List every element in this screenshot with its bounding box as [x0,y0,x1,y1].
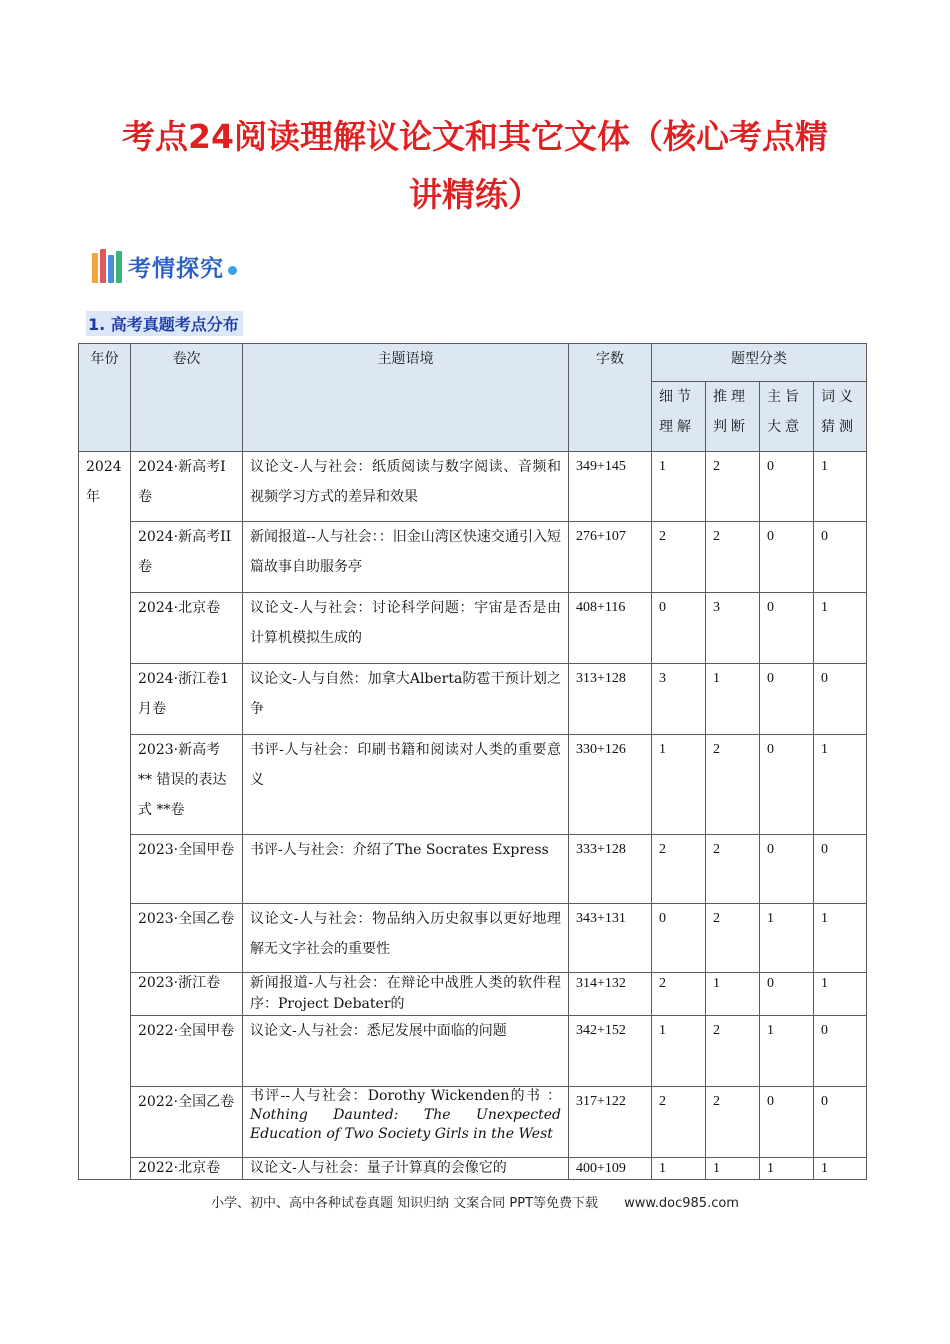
table-row [79,452,867,522]
table-row [79,593,867,664]
header-question-types: 题型分类 [652,344,867,382]
words-cell: 343+131 [569,904,652,973]
table-row [79,835,867,904]
header-words: 字数 [569,344,652,452]
paper-cell: 2023·新高考 ** 错误的表达式 **卷 [131,735,243,835]
detail-count: 2 [652,835,706,904]
topic-text: 书评--人与社会：Dorothy Wickenden的书 ： [250,1088,561,1104]
main-idea-count: 0 [760,1087,814,1158]
banner-dot-icon [228,266,237,275]
topic-cell: 议论文-人与社会：纸质阅读与数字阅读、音频和视频学习方式的差异和效果 [243,452,569,522]
table-row [79,522,867,593]
subheader-detail: 细节理解 [652,382,706,452]
header-paper: 卷次 [131,344,243,452]
word-meaning-count: 0 [814,835,867,904]
books-icon [92,249,122,283]
paper-cell: 2024·浙江卷1月卷 [131,664,243,735]
main-idea-count: 0 [760,522,814,593]
main-idea-count: 0 [760,664,814,735]
word-meaning-count: 1 [814,593,867,664]
inference-count: 1 [706,1158,760,1180]
exam-distribution-table [78,343,867,1180]
words-cell: 317+122 [569,1087,652,1158]
topic-cell: 议论文-人与社会：讨论科学问题：宇宙是否是由计算机模拟生成的 [243,593,569,664]
table-row [79,664,867,735]
paper-cell: 2022·全国乙卷 [131,1087,243,1158]
word-meaning-count: 0 [814,664,867,735]
table-row [79,973,867,1016]
topic-cell: 议论文-人与社会：物品纳入历史叙事以更好地理解无文字社会的重要性 [243,904,569,973]
inference-count: 2 [706,735,760,835]
header-year: 年份 [79,344,131,452]
paper-cell: 2023·全国甲卷 [131,835,243,904]
main-idea-count: 0 [760,735,814,835]
detail-count: 1 [652,735,706,835]
word-meaning-count: 1 [814,973,867,1016]
topic-cell: 议论文-人与自然：加拿大Alberta防雹干预计划之争 [243,664,569,735]
word-meaning-count: 0 [814,522,867,593]
year-cell: 2024年 [79,452,131,1180]
paper-cell: 2023·浙江卷 [131,973,243,1016]
table-row [79,1158,867,1180]
main-idea-count: 1 [760,904,814,973]
page-footer [0,1192,950,1211]
paper-cell: 2024·新高考II卷 [131,522,243,593]
main-idea-count: 0 [760,452,814,522]
words-cell: 314+132 [569,973,652,1016]
title-line-1: 考点24阅读理解议论文和其它文体（核心考点精 [122,117,828,156]
main-idea-count: 0 [760,973,814,1016]
word-meaning-count: 1 [814,904,867,973]
word-meaning-count: 0 [814,1087,867,1158]
words-cell: 333+128 [569,835,652,904]
inference-count: 2 [706,522,760,593]
detail-count: 1 [652,1158,706,1180]
word-meaning-count: 0 [814,1016,867,1087]
paper-cell: 2024·北京卷 [131,593,243,664]
table-row [79,735,867,835]
main-idea-count: 1 [760,1016,814,1087]
inference-count: 2 [706,452,760,522]
topic-cell: 书评-人与社会：介绍了The Socrates Express [243,835,569,904]
words-cell: 330+126 [569,735,652,835]
inference-count: 2 [706,1087,760,1158]
inference-count: 1 [706,664,760,735]
page-title [80,108,870,224]
banner-title: 考情探究 [128,255,224,282]
word-meaning-count: 1 [814,452,867,522]
subheader-word-meaning: 词义猜测 [814,382,867,452]
detail-count: 3 [652,664,706,735]
table-row [79,904,867,973]
word-meaning-count: 1 [814,735,867,835]
inference-count: 2 [706,835,760,904]
table-row [79,1087,867,1158]
section-banner [92,246,237,286]
book-title: Nothing Daunted: The Unexpected Education of Two Society Girls in the West [250,1107,561,1142]
section-heading: 1. 高考真题考点分布 [86,311,243,336]
words-cell: 313+128 [569,664,652,735]
topic-cell: 新闻报道--人与社会：：旧金山湾区快速交通引入短篇故事自助服务亭 [243,522,569,593]
subheader-inference: 推理判断 [706,382,760,452]
detail-count: 0 [652,593,706,664]
detail-count: 2 [652,1087,706,1158]
words-cell: 408+116 [569,593,652,664]
paper-cell: 2024·新高考I卷 [131,452,243,522]
topic-cell: 议论文-人与社会：量子计算真的会像它的 [243,1158,569,1180]
detail-count: 2 [652,522,706,593]
topic-cell: 新闻报道-人与社会：在辩论中战胜人类的软件程序：Project Debater的 [243,973,569,1016]
paper-cell: 2023·全国乙卷 [131,904,243,973]
main-idea-count: 0 [760,835,814,904]
main-idea-count: 1 [760,1158,814,1180]
main-idea-count: 0 [760,593,814,664]
paper-cell: 2022·北京卷 [131,1158,243,1180]
header-topic: 主题语境 [243,344,569,452]
subheader-main-idea: 主旨大意 [760,382,814,452]
topic-cell [243,1087,569,1158]
detail-count: 1 [652,452,706,522]
inference-count: 1 [706,973,760,1016]
inference-count: 2 [706,904,760,973]
paper-cell: 2022·全国甲卷 [131,1016,243,1087]
inference-count: 2 [706,1016,760,1087]
words-cell: 349+145 [569,452,652,522]
words-cell: 400+109 [569,1158,652,1180]
footer-link[interactable]: www.doc985.com [624,1196,739,1211]
detail-count: 1 [652,1016,706,1087]
words-cell: 342+152 [569,1016,652,1087]
footer-text: 小学、初中、高中各种试卷真题 知识归纳 文案合同 PPT等免费下载 [211,1196,599,1211]
inference-count: 3 [706,593,760,664]
topic-cell: 书评-人与社会：印刷书籍和阅读对人类的重要意义 [243,735,569,835]
detail-count: 0 [652,904,706,973]
table-row [79,1016,867,1087]
topic-cell: 议论文-人与社会：悉尼发展中面临的问题 [243,1016,569,1087]
words-cell: 276+107 [569,522,652,593]
detail-count: 2 [652,973,706,1016]
word-meaning-count: 1 [814,1158,867,1180]
title-line-2: 讲精练） [409,175,541,214]
